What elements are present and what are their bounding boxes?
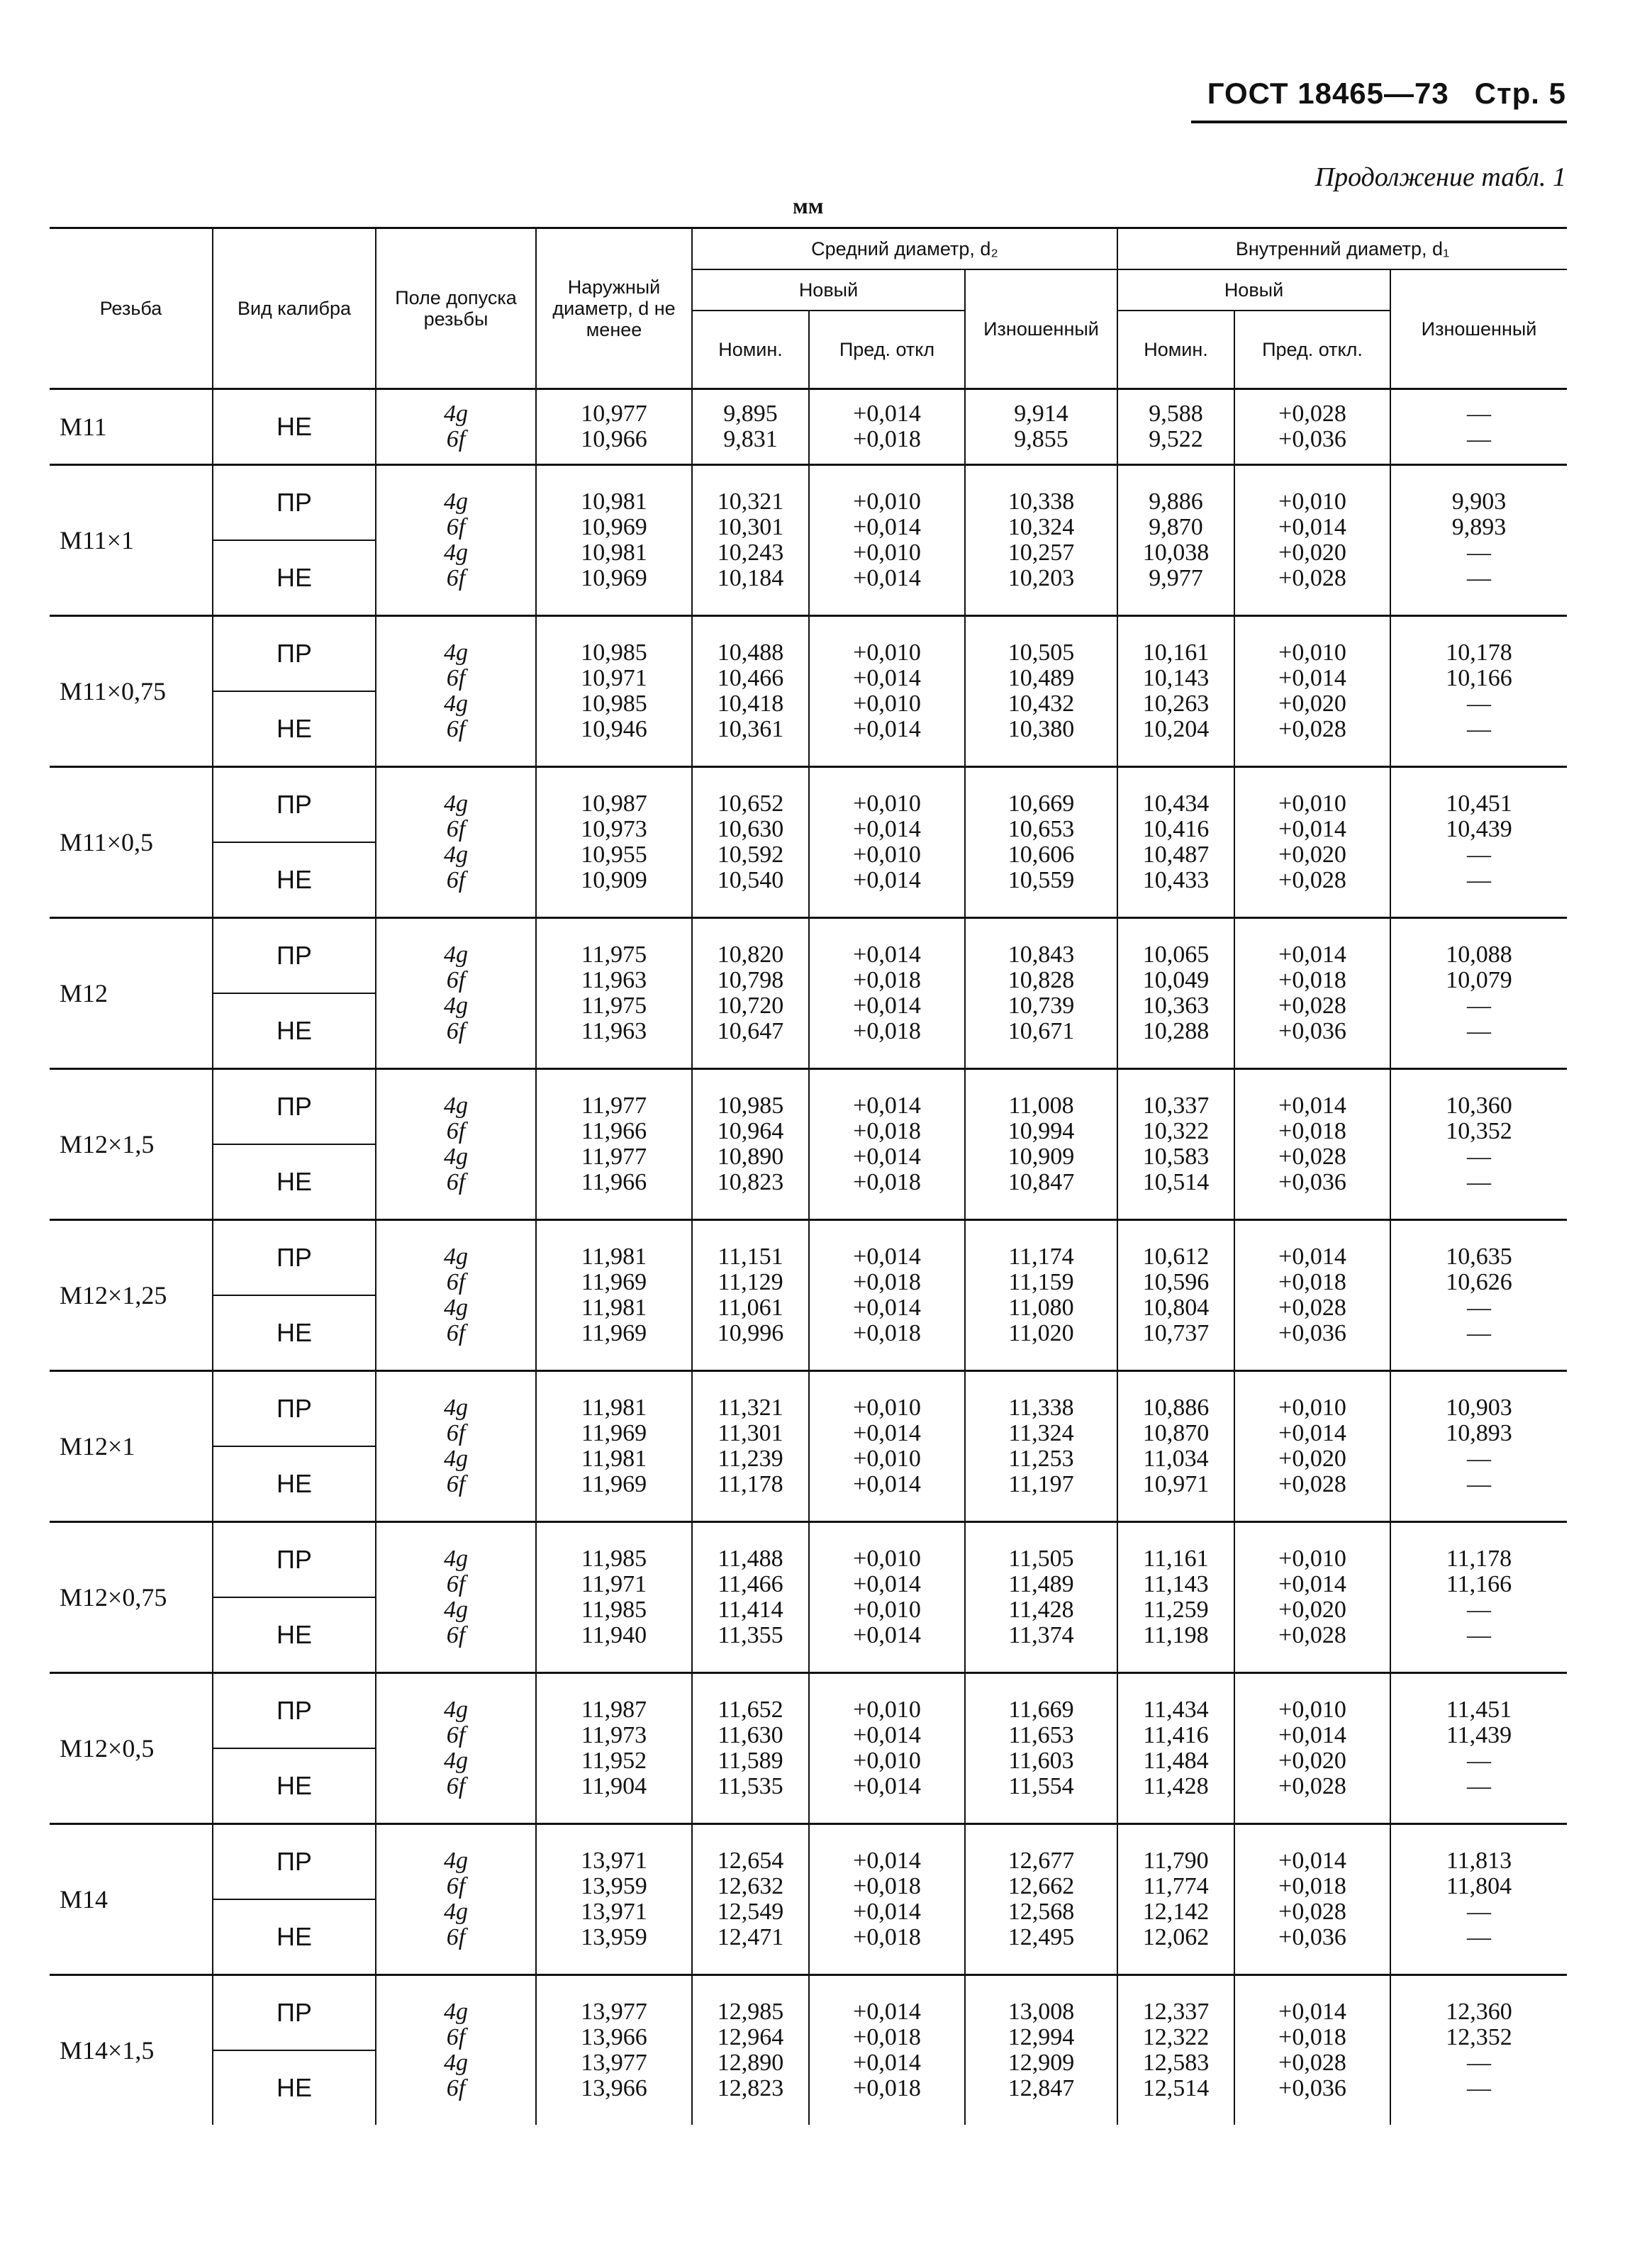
mid-deviation-cell: +0,010 +0,014 +0,010 +0,014 (809, 465, 965, 616)
col-tolerance: Поле допуска резьбы (376, 228, 536, 389)
continuation-note: Продолжение табл. 1 (1314, 162, 1566, 192)
gauge-cell: НЕ (213, 1597, 376, 1673)
inner-worn-cell: — — (1390, 389, 1567, 465)
inner-deviation-cell: +0,010 +0,014 +0,020 +0,028 (1234, 1673, 1390, 1824)
tolerance-cell: 4g 6f 4g 6f (376, 1069, 536, 1220)
mid-worn-cell: 13,008 12,994 12,909 12,847 (965, 1975, 1117, 2125)
gauge-cell: НЕ (213, 1446, 376, 1522)
inner-deviation-cell: +0,010 +0,014 +0,020 +0,028 (1234, 1371, 1390, 1522)
gauge-cell: НЕ (213, 2050, 376, 2125)
mid-nominal-cell: 10,321 10,301 10,243 10,184 (692, 465, 809, 616)
tolerance-cell: 4g 6f 4g 6f (376, 1371, 536, 1522)
mid-nominal-cell: 10,820 10,798 10,720 10,647 (692, 918, 809, 1069)
tolerance-cell: 4g 6f 4g 6f (376, 918, 536, 1069)
mid-deviation-cell: +0,014 +0,018 +0,014 +0,018 (809, 1069, 965, 1220)
inner-nominal-cell: 12,337 12,322 12,583 12,514 (1117, 1975, 1234, 2125)
thread-cell: М12 (50, 918, 213, 1069)
outer-diameter-cell: 13,977 13,966 13,977 13,966 (536, 1975, 692, 2125)
mid-worn-cell: 12,677 12,662 12,568 12,495 (965, 1824, 1117, 1975)
table-row (50, 1824, 1567, 1900)
mid-deviation-cell: +0,010 +0,014 +0,010 +0,014 (809, 767, 965, 918)
inner-deviation-cell: +0,010 +0,014 +0,020 +0,028 (1234, 767, 1390, 918)
mid-worn-cell: 10,669 10,653 10,606 10,559 (965, 767, 1117, 918)
mid-nominal-cell: 11,151 11,129 11,061 10,996 (692, 1220, 809, 1371)
table-row (50, 1975, 1567, 2051)
gauge-cell: ПР (213, 1220, 376, 1296)
outer-diameter-cell: 11,985 11,971 11,985 11,940 (536, 1522, 692, 1673)
col-mid-new: Новый (692, 269, 965, 311)
mid-nominal-cell: 11,652 11,630 11,589 11,535 (692, 1673, 809, 1824)
inner-worn-cell: 10,088 10,079 — — (1390, 918, 1567, 1069)
mid-worn-cell: 11,338 11,324 11,253 11,197 (965, 1371, 1117, 1522)
inner-worn-cell: 11,813 11,804 — — (1390, 1824, 1567, 1975)
thread-gauge-table (50, 227, 1567, 2125)
thread-cell: М12×0,5 (50, 1673, 213, 1824)
col-thread: Резьба (50, 228, 213, 389)
mid-deviation-cell: +0,010 +0,014 +0,010 +0,014 (809, 1522, 965, 1673)
col-inner-diameter: Внутренний диаметр, d₁ (1117, 228, 1567, 270)
inner-worn-cell: 12,360 12,352 — — (1390, 1975, 1567, 2125)
mid-nominal-cell: 12,654 12,632 12,549 12,471 (692, 1824, 809, 1975)
table-row (50, 1522, 1567, 1598)
inner-deviation-cell: +0,010 +0,014 +0,020 +0,028 (1234, 616, 1390, 767)
thread-cell: М11×1 (50, 465, 213, 616)
inner-nominal-cell: 10,065 10,049 10,363 10,288 (1117, 918, 1234, 1069)
units-label: мм (793, 193, 824, 218)
gauge-cell: ПР (213, 465, 376, 541)
inner-deviation-cell: +0,010 +0,014 +0,020 +0,028 (1234, 465, 1390, 616)
col-mid-diameter: Средний диаметр, d₂ (692, 228, 1117, 270)
mid-worn-cell: 10,843 10,828 10,739 10,671 (965, 918, 1117, 1069)
col-inner-worn: Изношенный (1390, 269, 1567, 389)
mid-nominal-cell: 10,985 10,964 10,890 10,823 (692, 1069, 809, 1220)
outer-diameter-cell: 10,987 10,973 10,955 10,909 (536, 767, 692, 918)
inner-deviation-cell: +0,028 +0,036 (1234, 389, 1390, 465)
inner-nominal-cell: 9,886 9,870 10,038 9,977 (1117, 465, 1234, 616)
gauge-cell: ПР (213, 1522, 376, 1598)
thread-cell: М14 (50, 1824, 213, 1975)
tolerance-cell: 4g 6f 4g 6f (376, 1673, 536, 1824)
mid-deviation-cell: +0,014 +0,018 +0,014 +0,018 (809, 1824, 965, 1975)
thread-cell: М12×1,5 (50, 1069, 213, 1220)
inner-worn-cell: 10,903 10,893 — — (1390, 1371, 1567, 1522)
table-row (50, 616, 1567, 692)
outer-diameter-cell: 11,977 11,966 11,977 11,966 (536, 1069, 692, 1220)
mid-nominal-cell: 10,652 10,630 10,592 10,540 (692, 767, 809, 918)
thread-cell: М12×1,25 (50, 1220, 213, 1371)
col-gauge: Вид калибра (213, 228, 376, 389)
inner-deviation-cell: +0,014 +0,018 +0,028 +0,036 (1234, 918, 1390, 1069)
gost-number: ГОСТ 18465—73 (1207, 77, 1449, 110)
thread-cell: М12×1 (50, 1371, 213, 1522)
mid-deviation-cell: +0,014 +0,018 (809, 389, 965, 465)
mid-worn-cell: 11,008 10,994 10,909 10,847 (965, 1069, 1117, 1220)
inner-nominal-cell: 10,337 10,322 10,583 10,514 (1117, 1069, 1234, 1220)
mid-nominal-cell: 9,895 9,831 (692, 389, 809, 465)
tolerance-cell: 4g 6f 4g 6f (376, 1975, 536, 2125)
mid-worn-cell: 10,338 10,324 10,257 10,203 (965, 465, 1117, 616)
mid-worn-cell: 9,914 9,855 (965, 389, 1117, 465)
gauge-cell: ПР (213, 918, 376, 994)
table-row (50, 767, 1567, 843)
table-row (50, 1220, 1567, 1296)
mid-worn-cell: 10,505 10,489 10,432 10,380 (965, 616, 1117, 767)
mid-worn-cell: 11,669 11,653 11,603 11,554 (965, 1673, 1117, 1824)
col-mid-nominal: Номин. (692, 311, 809, 389)
inner-worn-cell: 11,451 11,439 — — (1390, 1673, 1567, 1824)
inner-nominal-cell: 10,612 10,596 10,804 10,737 (1117, 1220, 1234, 1371)
col-inner-new: Новый (1117, 269, 1390, 311)
table-header (50, 228, 1567, 389)
inner-worn-cell: 10,451 10,439 — — (1390, 767, 1567, 918)
outer-diameter-cell: 10,985 10,971 10,985 10,946 (536, 616, 692, 767)
thread-cell: М14×1,5 (60, 2036, 155, 2065)
thread-cell: М11×0,5 (50, 767, 213, 918)
gauge-cell: ПР (213, 1673, 376, 1749)
table-row (50, 1673, 1567, 1749)
inner-deviation-cell: +0,014 +0,018 +0,028 +0,036 (1234, 1824, 1390, 1975)
col-mid-worn: Изношенный (965, 269, 1117, 389)
col-outer-diameter: Наружный диаметр, d не менее (536, 228, 692, 389)
inner-nominal-cell: 11,434 11,416 11,484 11,428 (1117, 1673, 1234, 1824)
inner-deviation-cell: +0,014 +0,018 +0,028 +0,036 (1234, 1975, 1390, 2125)
tolerance-cell: 4g 6f 4g 6f (376, 1220, 536, 1371)
thread-cell: М11×0,75 (50, 616, 213, 767)
mid-nominal-cell: 11,321 11,301 11,239 11,178 (692, 1371, 809, 1522)
mid-deviation-cell: +0,010 +0,014 +0,010 +0,014 (809, 616, 965, 767)
table-body (50, 389, 1567, 2125)
mid-worn-cell: 11,174 11,159 11,080 11,020 (965, 1220, 1117, 1371)
gauge-cell: ПР (213, 767, 376, 843)
outer-diameter-cell: 11,981 11,969 11,981 11,969 (536, 1371, 692, 1522)
mid-deviation-cell: +0,010 +0,014 +0,010 +0,014 (809, 1673, 965, 1824)
gauge-cell: ПР (213, 1371, 376, 1447)
page-header (1207, 77, 1566, 111)
inner-nominal-cell: 10,434 10,416 10,487 10,433 (1117, 767, 1234, 918)
gauge-cell: НЕ (213, 691, 376, 767)
tolerance-cell: 4g 6f 4g 6f (376, 465, 536, 616)
inner-nominal-cell: 11,161 11,143 11,259 11,198 (1117, 1522, 1234, 1673)
mid-deviation-cell: +0,014 +0,018 +0,014 +0,018 (809, 1220, 965, 1371)
page-number: Стр. 5 (1474, 77, 1566, 110)
header-rule (1191, 121, 1567, 123)
mid-nominal-cell: 11,488 11,466 11,414 11,355 (692, 1522, 809, 1673)
tolerance-cell: 4g 6f 4g 6f (376, 1824, 536, 1975)
gauge-cell: НЕ (213, 1295, 376, 1371)
mid-worn-cell: 11,505 11,489 11,428 11,374 (965, 1522, 1117, 1673)
table-row (50, 1069, 1567, 1145)
outer-diameter-cell: 11,981 11,969 11,981 11,969 (536, 1220, 692, 1371)
gauge-cell: ПР (213, 616, 376, 692)
outer-diameter-cell: 11,987 11,973 11,952 11,904 (536, 1673, 692, 1824)
inner-deviation-cell: +0,014 +0,018 +0,028 +0,036 (1234, 1069, 1390, 1220)
mid-nominal-cell: 10,488 10,466 10,418 10,361 (692, 616, 809, 767)
col-inner-deviation: Пред. откл. (1234, 311, 1390, 389)
inner-nominal-cell: 10,161 10,143 10,263 10,204 (1117, 616, 1234, 767)
mid-deviation-cell: +0,014 +0,018 +0,014 +0,018 (809, 1975, 965, 2125)
gauge-cell: ПР (213, 1069, 376, 1145)
outer-diameter-cell: 10,977 10,966 (536, 389, 692, 465)
inner-worn-cell: 11,178 11,166 — — (1390, 1522, 1567, 1673)
col-mid-deviation: Пред. откл (809, 311, 965, 389)
gauge-cell: НЕ (213, 1144, 376, 1220)
mid-deviation-cell: +0,014 +0,018 +0,014 +0,018 (809, 918, 965, 1069)
table-row (50, 465, 1567, 541)
inner-worn-cell: 10,178 10,166 — — (1390, 616, 1567, 767)
thread-cell: М11 (50, 389, 213, 465)
mid-nominal-cell: 12,985 12,964 12,890 12,823 (692, 1975, 809, 2125)
inner-deviation-cell: +0,010 +0,014 +0,020 +0,028 (1234, 1522, 1390, 1673)
tolerance-cell: 4g 6f 4g 6f (376, 616, 536, 767)
gauge-cell: НЕ (213, 1899, 376, 1975)
inner-worn-cell: 10,360 10,352 — — (1390, 1069, 1567, 1220)
thread-cell: М12×0,75 (50, 1522, 213, 1673)
inner-worn-cell: 10,635 10,626 — — (1390, 1220, 1567, 1371)
table-row (50, 389, 1567, 465)
gauge-cell: НЕ (213, 993, 376, 1069)
outer-diameter-cell: 11,975 11,963 11,975 11,963 (536, 918, 692, 1069)
tolerance-cell: 4g 6f (376, 389, 536, 465)
tolerance-cell: 4g 6f 4g 6f (376, 1522, 536, 1673)
inner-worn-cell: 9,903 9,893 — — (1390, 465, 1567, 616)
outer-diameter-cell: 13,971 13,959 13,971 13,959 (536, 1824, 692, 1975)
tolerance-cell: 4g 6f 4g 6f (376, 767, 536, 918)
gauge-cell: НЕ (213, 1748, 376, 1824)
gauge-cell: НЕ (213, 389, 376, 465)
col-inner-nominal: Номин. (1117, 311, 1234, 389)
gauge-cell: НЕ (213, 842, 376, 918)
outer-diameter-cell: 10,981 10,969 10,981 10,969 (536, 465, 692, 616)
inner-deviation-cell: +0,014 +0,018 +0,028 +0,036 (1234, 1220, 1390, 1371)
gauge-cell: НЕ (213, 540, 376, 616)
inner-nominal-cell: 9,588 9,522 (1117, 389, 1234, 465)
inner-nominal-cell: 10,886 10,870 11,034 10,971 (1117, 1371, 1234, 1522)
gauge-cell: ПР (213, 1824, 376, 1900)
table-row (50, 1371, 1567, 1447)
gauge-cell: ПР (213, 1975, 376, 2051)
inner-nominal-cell: 11,790 11,774 12,142 12,062 (1117, 1824, 1234, 1975)
mid-deviation-cell: +0,010 +0,014 +0,010 +0,014 (809, 1371, 965, 1522)
table-row (50, 918, 1567, 994)
